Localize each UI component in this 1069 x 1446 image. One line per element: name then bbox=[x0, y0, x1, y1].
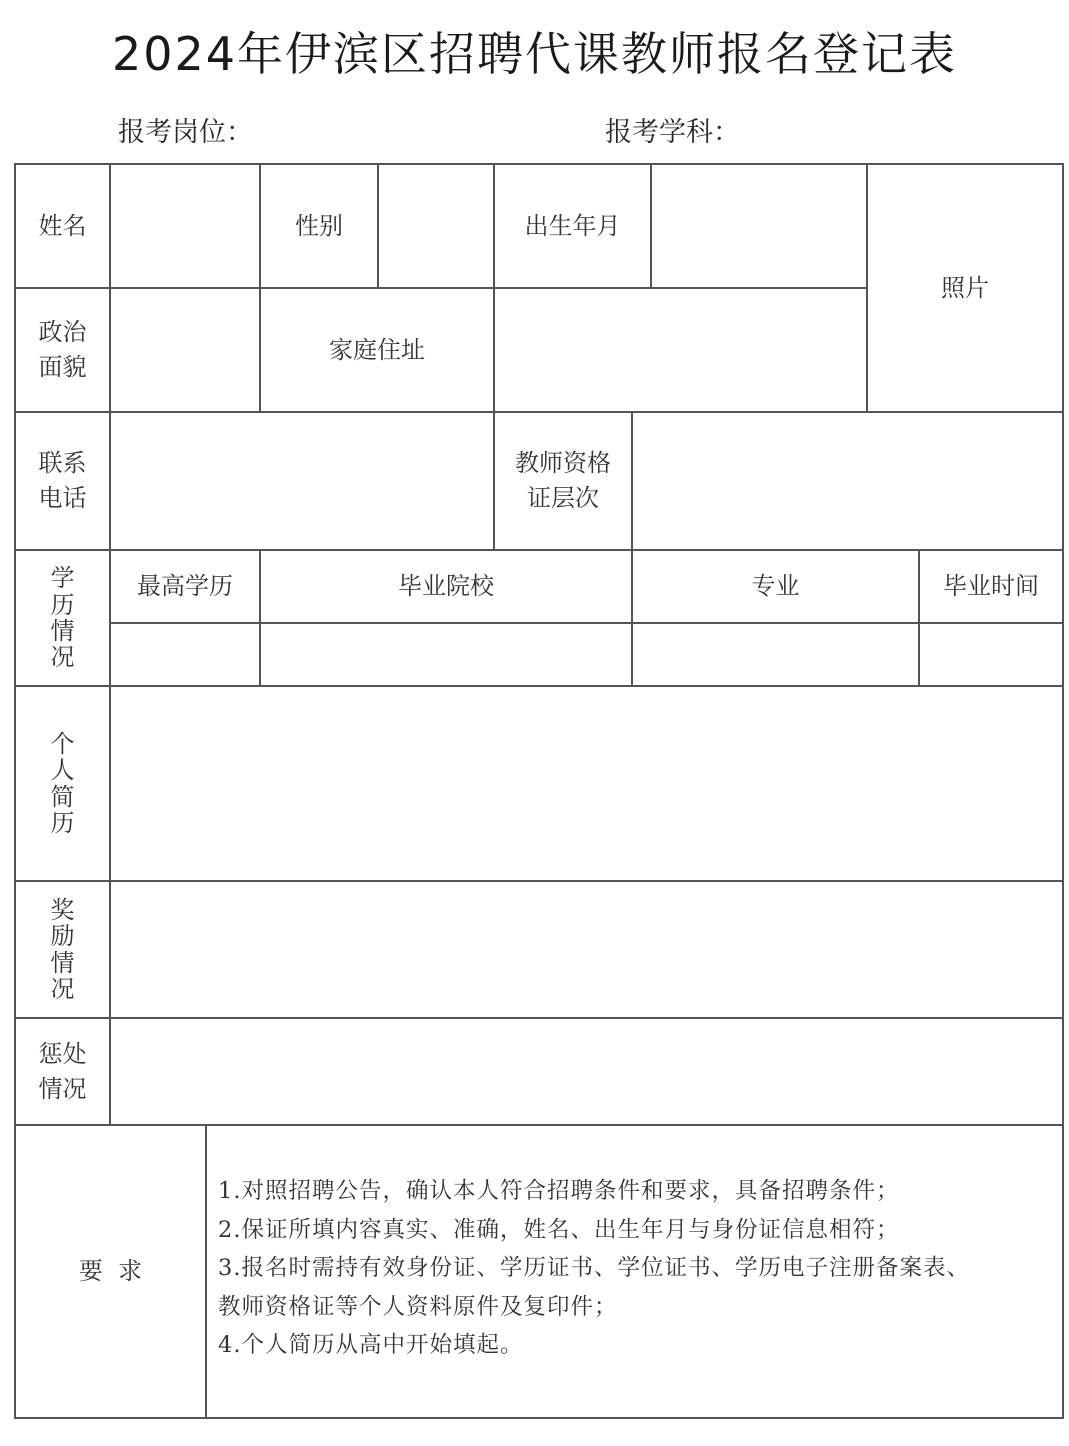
resume-char: 个 bbox=[50, 729, 75, 758]
requirement-item: 教师资格证等个人资料原件及复印件； bbox=[218, 1293, 618, 1320]
requirement-item: 2.保证所填内容真实、准确，姓名、出生年月与身份证信息相符； bbox=[218, 1216, 900, 1243]
awards-char: 奖 bbox=[50, 895, 75, 924]
awards-label bbox=[16, 882, 109, 1017]
edu-char: 学 bbox=[50, 564, 75, 593]
major-header: 专业 bbox=[751, 572, 800, 601]
political-label: 政治 面貌 bbox=[38, 318, 87, 381]
degree-field[interactable] bbox=[111, 624, 259, 685]
gender-label: 性别 bbox=[295, 211, 343, 240]
awards-char: 情 bbox=[50, 948, 75, 977]
cert-label: 教师资格 证层次 bbox=[515, 449, 611, 512]
resume-field[interactable] bbox=[111, 687, 1062, 880]
phone-field[interactable] bbox=[111, 413, 493, 549]
requirement-item: 4.个人简历从高中开始填起。 bbox=[218, 1332, 524, 1358]
degree-header: 最高学历 bbox=[137, 572, 233, 601]
gender-field[interactable] bbox=[379, 165, 493, 287]
requirement-item: 3.报名时需持有效身份证、学历证书、学位证书、学历电子注册备案表、 bbox=[218, 1255, 970, 1281]
grid-line bbox=[1062, 163, 1064, 1419]
awards-field[interactable] bbox=[111, 882, 1062, 1017]
address-field[interactable] bbox=[495, 289, 866, 411]
edu-char: 历 bbox=[50, 590, 75, 619]
edu-char: 情 bbox=[50, 617, 75, 645]
grid-line bbox=[14, 1417, 1064, 1419]
cert-field[interactable] bbox=[633, 413, 1062, 549]
resume-char: 历 bbox=[50, 808, 75, 837]
name-label: 姓名 bbox=[38, 211, 87, 240]
education-label bbox=[16, 551, 109, 685]
resume-label bbox=[16, 687, 109, 880]
birth-label: 出生年月 bbox=[524, 211, 621, 240]
grad-time-field[interactable] bbox=[920, 624, 1062, 685]
requirement-item: 1.对照招聘公告，确认本人符合招聘条件和要求，具备招聘条件； bbox=[218, 1178, 900, 1204]
form-title: 2024年伊滨区招聘代课教师报名登记表 bbox=[111, 27, 958, 81]
position-label: 报考岗位： bbox=[118, 117, 253, 148]
edu-char: 况 bbox=[50, 643, 75, 672]
requirements-label: 要 求 bbox=[78, 1257, 143, 1286]
name-field[interactable] bbox=[111, 165, 259, 287]
subject-label: 报考学科： bbox=[605, 117, 740, 148]
school-header: 毕业院校 bbox=[398, 572, 494, 601]
resume-char: 人 bbox=[50, 756, 75, 785]
penalty-label: 惩处 情况 bbox=[38, 1039, 87, 1103]
penalty-field[interactable] bbox=[111, 1019, 1062, 1124]
address-label: 家庭住址 bbox=[329, 335, 425, 364]
requirements-list bbox=[218, 1172, 1053, 1365]
resume-char: 简 bbox=[50, 782, 75, 811]
grid-line bbox=[205, 1124, 207, 1419]
school-field[interactable] bbox=[261, 624, 631, 685]
political-field[interactable] bbox=[111, 289, 259, 411]
awards-char: 况 bbox=[50, 974, 75, 1003]
awards-char: 励 bbox=[50, 922, 75, 951]
birth-field[interactable] bbox=[652, 165, 866, 287]
major-field[interactable] bbox=[633, 624, 918, 685]
photo-box[interactable]: 照片 bbox=[941, 273, 989, 302]
grad-time-header: 毕业时间 bbox=[943, 572, 1039, 601]
phone-label: 联系 电话 bbox=[38, 449, 87, 512]
